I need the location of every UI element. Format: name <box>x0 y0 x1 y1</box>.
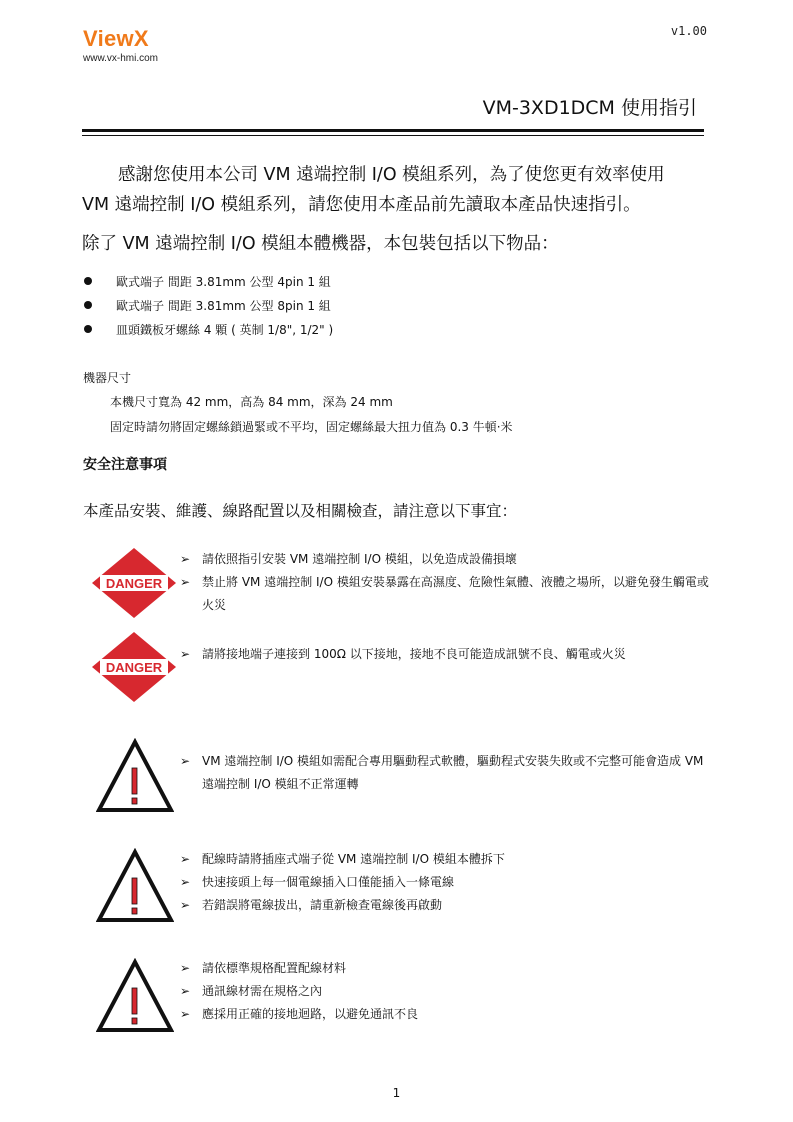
arrow-icon: ➢ <box>180 852 191 866</box>
list-item: ➢ 若錯誤將電線拔出，請重新檢查電線後再啟動 <box>180 894 710 917</box>
list-item: ➢ 請將接地端子連接到 100Ω 以下接地，接地不良可能造成訊號不良、觸電或火災 <box>180 643 710 666</box>
warning-notes-1 <box>180 750 710 796</box>
title-rule-thick <box>82 129 704 132</box>
list-item: ➢ 快速接頭上每一個電線插入口僅能插入一條電線 <box>180 871 710 894</box>
arrow-icon: ➢ <box>180 875 191 889</box>
danger-label: DANGER <box>105 660 163 675</box>
company-logo: ViewX <box>83 26 149 51</box>
company-url: www.vx-hmi.com <box>83 53 159 64</box>
arrow-icon: ➢ <box>180 575 191 589</box>
dimensions-line-1: 本機尺寸寬為 42 mm，高為 84 mm，深為 24 mm <box>110 395 393 409</box>
list-item: ➢ 請依標準規格配置配線材料 <box>180 957 710 980</box>
bullet-icon <box>84 301 92 309</box>
danger-notes-2 <box>180 643 710 666</box>
bullet-icon <box>84 325 92 333</box>
list-item: ➢ 禁止將 VM 遠端控制 I/O 模組安裝暴露在高濕度、危險性氣體、液體之場所，以避免發生觸電或火災 <box>180 571 710 617</box>
list-item: ➢ 應採用正確的接地迴路，以避免通訊不良 <box>180 1003 710 1026</box>
dimensions-line-2: 固定時請勿將固定螺絲鎖過緊或不平均，固定螺絲最大扭力值為 0.3 牛頓·米 <box>110 420 513 434</box>
list-item: 歐式端子 間距 3.81mm 公型 8pin 1 組 <box>84 296 333 320</box>
warning-triangle-icon <box>96 738 174 814</box>
arrow-icon: ➢ <box>180 647 191 661</box>
intro-line-1: 感謝您使用本公司 VM 遠端控制 I/O 模組系列，為了使您更有效率使用 <box>118 165 665 185</box>
package-intro: 除了 VM 遠端控制 I/O 模組本體機器，本包裝包括以下物品： <box>82 234 559 254</box>
safety-heading: 安全注意事項 <box>83 457 167 473</box>
list-item: ➢ 配線時請將插座式端子從 VM 遠端控制 I/O 模組本體拆下 <box>180 848 710 871</box>
title-rule-thin <box>82 135 704 136</box>
intro-line-2: VM 遠端控制 I/O 模組系列，請您使用本產品前先讀取本產品快速指引。 <box>82 195 641 215</box>
list-item: 歐式端子 間距 3.81mm 公型 4pin 1 組 <box>84 272 333 296</box>
arrow-icon: ➢ <box>180 898 191 912</box>
document-title: VM-3XD1DCM 使用指引 <box>482 97 697 119</box>
list-item: 皿頭鐵板牙螺絲 4 顆 ( 英制 1/8", 1/2" ) <box>84 320 333 344</box>
list-item: ➢ VM 遠端控制 I/O 模組如需配合專用驅動程式軟體，驅動程式安裝失敗或不完整可能會造成 VM 遠端控制 I/O 模組不正常運轉 <box>180 750 710 796</box>
arrow-icon: ➢ <box>180 984 191 998</box>
package-list <box>84 272 333 344</box>
list-item: ➢ 請依照指引安裝 VM 遠端控制 I/O 模組，以免造成設備損壞 <box>180 548 710 571</box>
danger-label: DANGER <box>105 576 163 591</box>
bullet-icon <box>84 277 92 285</box>
intro-paragraph <box>82 160 707 220</box>
danger-sign-icon <box>91 631 177 703</box>
arrow-icon: ➢ <box>180 552 191 566</box>
arrow-icon: ➢ <box>180 754 191 768</box>
version-label: v1.00 <box>670 24 707 38</box>
safety-intro: 本產品安裝、維護、線路配置以及相關檢查，請注意以下事宜： <box>83 502 518 520</box>
warning-triangle-icon <box>96 848 174 924</box>
warning-triangle-icon <box>96 958 174 1034</box>
list-item: ➢ 通訊線材需在規格之內 <box>180 980 710 1003</box>
warning-notes-3 <box>180 957 710 1026</box>
arrow-icon: ➢ <box>180 1007 191 1021</box>
dimensions-heading: 機器尺寸 <box>83 371 132 385</box>
warning-notes-2 <box>180 848 710 917</box>
arrow-icon: ➢ <box>180 961 191 975</box>
page-number: 1 <box>392 1086 401 1100</box>
danger-notes-1 <box>180 548 710 617</box>
danger-sign-icon <box>91 547 177 619</box>
